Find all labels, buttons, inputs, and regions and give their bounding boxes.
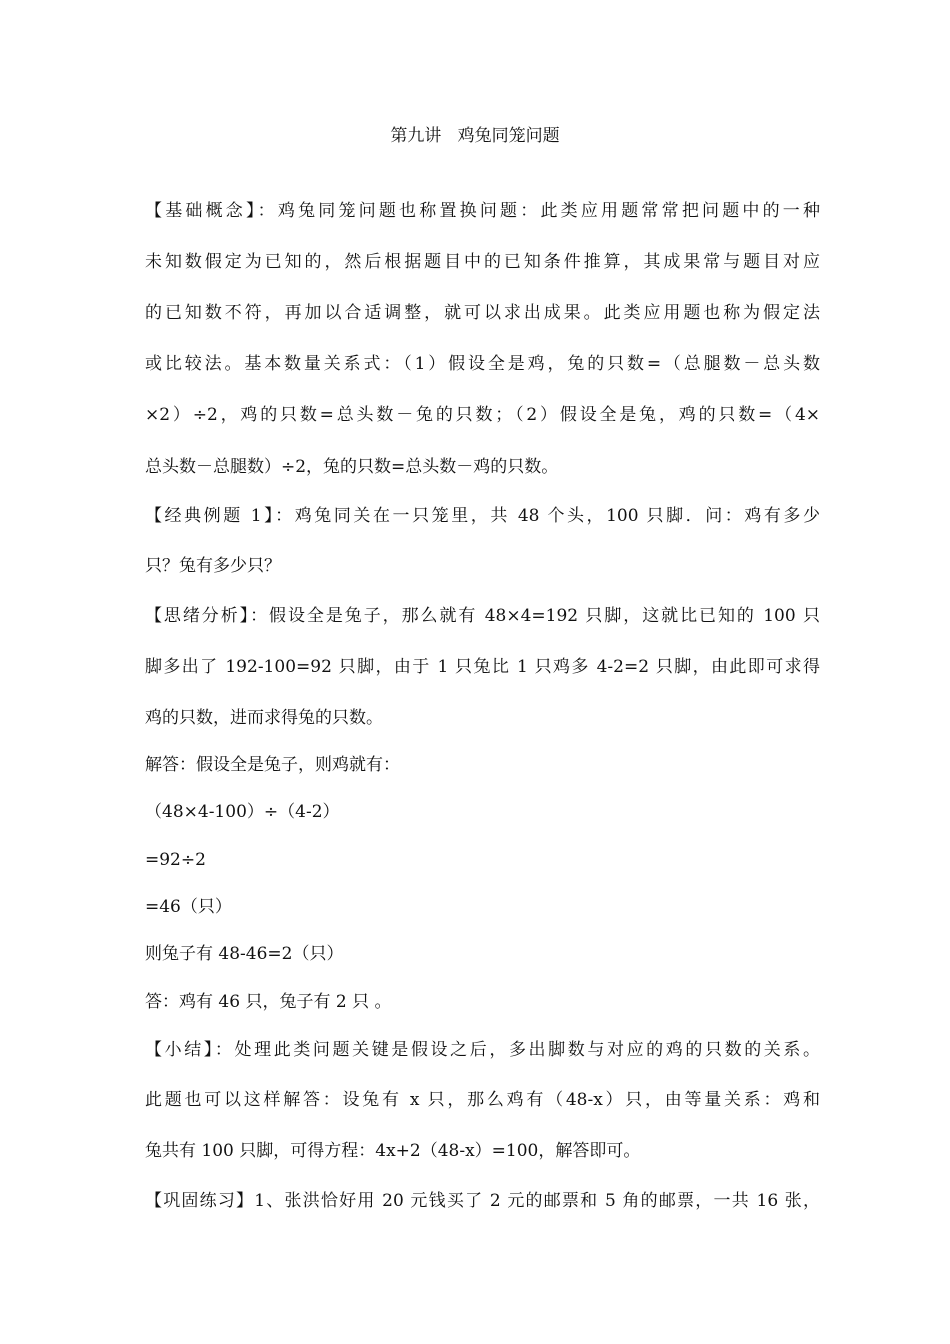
paragraph-line: 【巩固练习】1、张洪恰好用 20 元钱买了 2 元的邮票和 5 角的邮票，一共 16 张，	[145, 1191, 820, 1211]
paragraph-line: 【基础概念】：鸡兔同笼问题也称置换问题：此类应用题常常把问题中的一种	[145, 201, 820, 221]
paragraph-line: 【经典例题 1】：鸡兔同关在一只笼里，共 48 个头，100 只脚．问：鸡有多少	[145, 506, 820, 526]
paragraph-line: 解答：假设全是兔子，则鸡就有：	[145, 755, 400, 775]
paragraph-line: 总头数－总腿数）÷2，兔的只数=总头数－鸡的只数。	[145, 457, 559, 477]
paragraph-line: 未知数假定为已知的，然后根据题目中的已知条件推算，其成果常与题目对应	[145, 252, 820, 272]
paragraph-line: 只？兔有多少只？	[145, 556, 281, 576]
paragraph-line: 则兔子有 48-46=2（只）	[145, 944, 344, 964]
paragraph-line: 兔共有 100 只脚，可得方程：4x+2（48-x）=100，解答即可。	[145, 1141, 641, 1161]
paragraph-line: 脚多出了 192-100=92 只脚，由于 1 只兔比 1 只鸡多 4-2=2 只脚，由此即可求得	[145, 657, 820, 677]
paragraph-line: 的已知数不符，再加以合适调整，就可以求出成果。此类应用题也称为假定法	[145, 303, 820, 323]
equation-line: （48×4-100）÷（4-2）	[145, 802, 340, 822]
paragraph-line: ×2）÷2，鸡的只数=总头数－兔的只数；（2）假设全是兔，鸡的只数=（4×	[145, 405, 820, 425]
paragraph-line: 鸡的只数，进而求得兔的只数。	[145, 708, 383, 728]
equation-line: =92÷2	[145, 850, 206, 870]
paragraph-line: 【小结】：处理此类问题关键是假设之后，多出脚数与对应的鸡的只数的关系。	[145, 1040, 820, 1060]
document-title: 第九讲 鸡兔同笼问题	[390, 126, 560, 146]
paragraph-line: 答：鸡有 46 只，兔子有 2 只 。	[145, 992, 392, 1012]
equation-line: =46（只）	[145, 897, 232, 917]
paragraph-line: 或比较法。基本数量关系式：（1）假设全是鸡，兔的只数=（总腿数－总头数	[145, 354, 820, 374]
paragraph-line: 此题也可以这样解答：设兔有 x 只，那么鸡有（48-x）只，由等量关系：鸡和	[145, 1090, 820, 1110]
paragraph-line: 【思绪分析】：假设全是兔子，那么就有 48×4=192 只脚，这就比已知的 100 只	[145, 606, 820, 626]
